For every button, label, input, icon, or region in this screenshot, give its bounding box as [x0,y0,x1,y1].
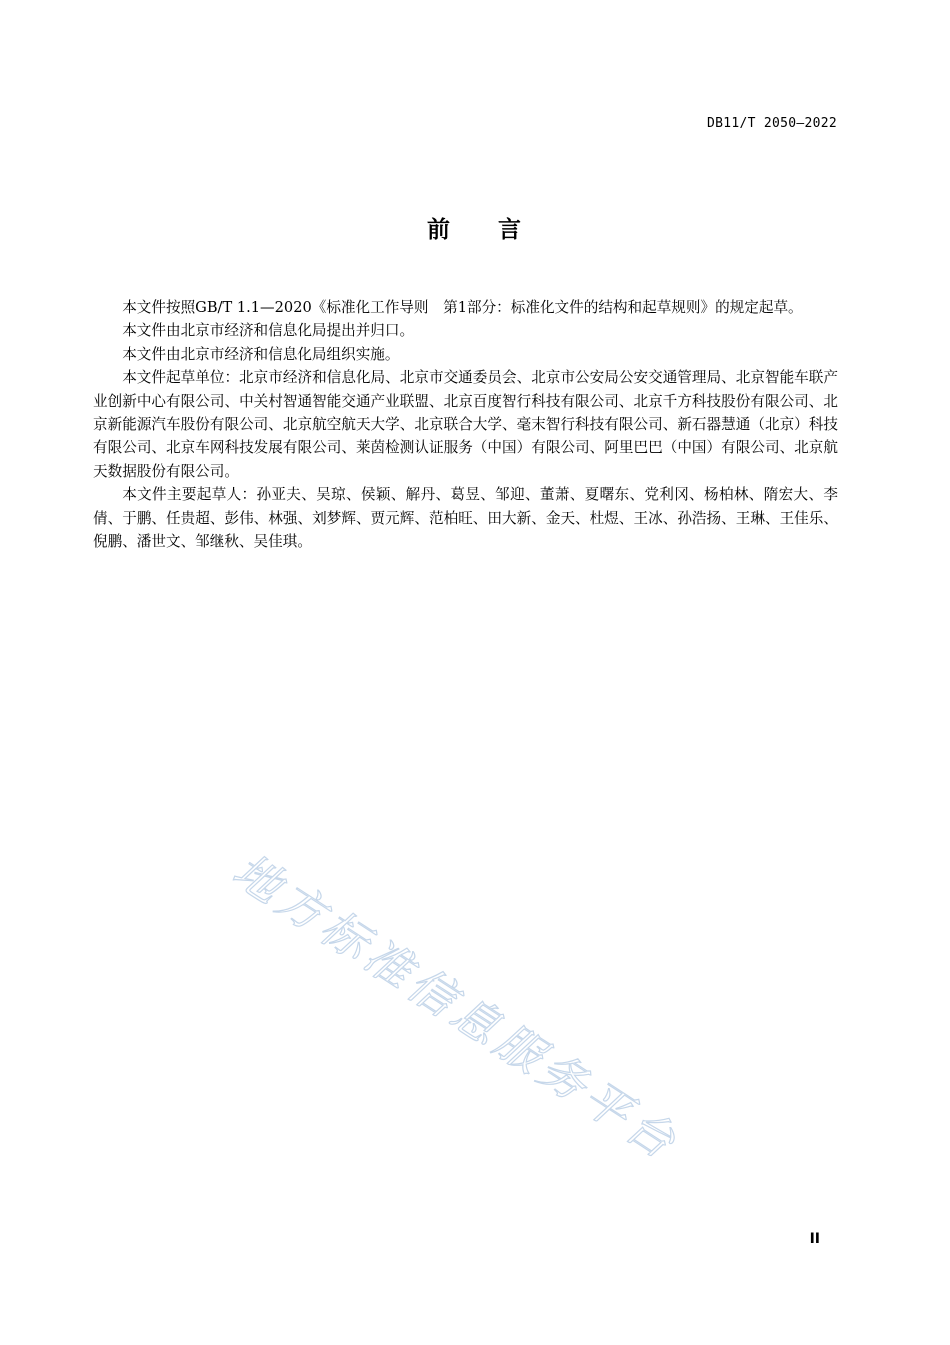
paragraph-drafters: 本文件主要起草人：孙亚夫、吴琼、侯颖、解丹、葛昱、邹迎、董萧、夏曙东、党利冈、杨柏林、隋宏大、李倩、于鹏、任贵超、彭伟、林强、刘梦辉、贾元辉、范柏旺、田大新、金天、杜煜、王冰、孙浩扬、王琳、王佳乐、倪鹏、潘世文、邹继秋、吴佳琪。 [93,486,838,551]
paragraph-drafting-units: 本文件起草单位：北京市经济和信息化局、北京市交通委员会、北京市公安局公安交通管理局、北京智能车联产业创新中心有限公司、中关村智通智能交通产业联盟、北京百度智行科技有限公司、北京千方科技股份有限公司、北京新能源汽车股份有限公司、北京航空航天大学、北京联合大学、毫末智行科技有限公司、新石器慧通（北京）科技有限公司、北京车网科技发展有限公司、莱茵检测认证服务（中国）有限公司、阿里巴巴（中国）有限公司、北京航天数据股份有限公司。 [93,369,838,480]
title-char-1: 前 [427,217,452,243]
paragraph-drafting-basis: 本文件按照GB/T 1.1—2020《标准化工作导则 第1部分：标准化文件的结构和起草规则》的规定起草。 [122,299,803,316]
page-number: II [809,1231,820,1247]
watermark-text: 地方标准信息服务平台 [223,842,690,1172]
document-code: DB11/T 2050—2022 [706,116,837,131]
paragraph-proposer: 本文件由北京市经济和信息化局提出并归口。 [122,322,415,340]
title-char-2: 言 [498,217,523,243]
page-title [0,211,950,244]
foreword-body [93,296,838,553]
paragraph-implementer: 本文件由北京市经济和信息化局组织实施。 [122,345,400,363]
